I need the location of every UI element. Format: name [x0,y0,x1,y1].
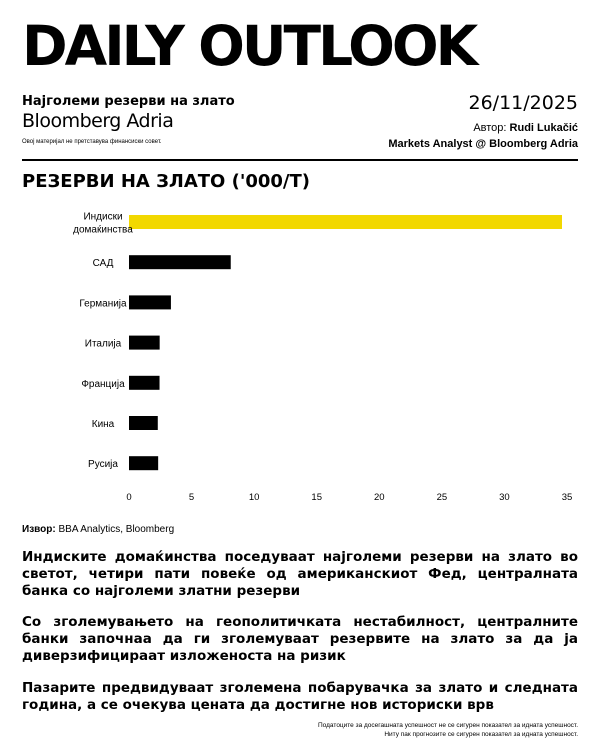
x-tick-label: 5 [188,492,195,503]
bar-4 [129,376,160,390]
chart-title: РЕЗЕРВИ НА ЗЛАТО ('000/T) [22,171,310,192]
disclaimer-text: Овој материјал не претставува финансиски совет. [22,139,162,145]
x-tick-label: 35 [561,492,573,503]
gold-reserves-bar-chart [0,200,600,515]
category-label: САД [92,258,114,270]
category-label: Италија [84,338,122,350]
bar-6 [129,456,158,470]
author-line [473,122,578,134]
source-label: Извор: [22,524,56,535]
x-tick-label: 0 [126,492,132,503]
bar-0 [129,215,562,229]
paragraph-2: Со зголемувањето на геополитичката нестабилност, централните банки започнаа да ги зголемуваат резервите на злато за да ја диверзифицираат изложеноста на ризик [22,614,578,664]
author-name: Rudi Lukačić [509,122,578,134]
report-subtitle: Најголеми резерви на злато [22,94,235,109]
paragraph-1: Индиските домаќинства поседуваат најголеми резерви на злато во светот, четири пати повеќе од американскиот Фед, централната банка со најголеми златни резерви [22,549,578,599]
x-tick-label: 30 [499,492,510,503]
header-divider [22,159,578,161]
x-tick-label: 10 [248,492,260,503]
footnote-1: Податоците за досегашната успешност не се сигурен показател за идната успешност. [318,722,578,729]
paragraph-3: Пазарите предвидуваат зголемена побарувачка за злато и следната година, а се очекува цената да достигне нов историски врв [22,680,578,713]
bar-1 [129,255,231,269]
bar-5 [129,416,158,430]
footnote-2: Ниту пак прогнозите се сигурен показател за идната успешност. [384,731,578,738]
category-label: Русија [88,459,118,471]
bar-2 [129,295,171,309]
source-text: BBA Analytics, Bloomberg [58,524,175,535]
category-label: Германија [79,298,127,310]
category-label: Франција [81,378,125,390]
x-tick-label: 20 [373,492,385,503]
report-date: 26/11/2025 [468,92,578,114]
category-label: Индиски [83,211,123,223]
category-label: домаќинства [73,224,133,236]
masthead-title: DAILY OUTLOOK [22,14,476,78]
x-tick-label: 25 [436,492,448,503]
x-tick-label: 15 [311,492,323,503]
source-note [22,524,174,535]
author-role: Markets Analyst @ Bloomberg Adria [388,138,578,150]
brand-name: Bloomberg Adria [22,110,174,132]
category-label: Кина [91,419,115,430]
bar-3 [129,336,160,350]
author-label: Автор: [473,122,507,134]
